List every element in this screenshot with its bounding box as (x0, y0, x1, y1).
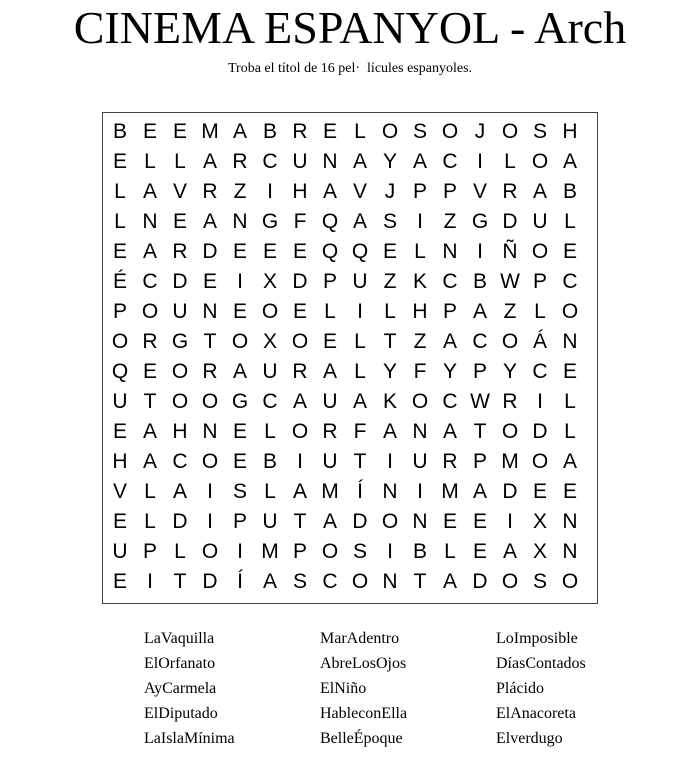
grid-letter[interactable]: O (201, 450, 219, 473)
grid-letter[interactable]: B (562, 180, 577, 203)
grid-letter[interactable]: C (472, 330, 488, 353)
grid-letter[interactable]: O (261, 300, 279, 323)
grid-letter[interactable]: R (292, 120, 308, 143)
grid-letter[interactable]: R (142, 330, 158, 353)
word-list-item: ElAnacoreta (496, 705, 576, 722)
grid-letter[interactable]: I (387, 450, 393, 473)
grid-letter[interactable]: O (141, 300, 159, 323)
grid-letter[interactable]: A (202, 150, 217, 173)
grid-letter[interactable]: N (142, 210, 158, 233)
grid-letter[interactable]: R (502, 390, 518, 413)
grid-letter[interactable]: N (562, 330, 578, 353)
grid-letter[interactable]: O (441, 120, 459, 143)
word-list-item: AbreLosOjos (320, 655, 407, 672)
grid-letter[interactable]: K (412, 270, 427, 293)
grid-letter[interactable]: B (262, 450, 277, 473)
grid-letter[interactable]: G (171, 330, 189, 353)
grid-letter[interactable]: L (114, 210, 126, 233)
grid-letter[interactable]: O (231, 330, 249, 353)
grid-letter[interactable]: A (442, 330, 457, 353)
grid-letter[interactable]: O (201, 540, 219, 563)
grid-letter[interactable]: Á (532, 330, 547, 353)
grid-letter[interactable]: L (354, 330, 366, 353)
grid-letter[interactable]: W (500, 270, 520, 293)
word-list-column (144, 626, 235, 751)
grid-row (103, 537, 599, 567)
grid-letter[interactable]: N (412, 510, 428, 533)
grid-letter[interactable]: W (470, 390, 490, 413)
word-list-column (320, 626, 407, 751)
grid-row (103, 567, 599, 597)
grid-letter[interactable]: E (232, 240, 247, 263)
grid-letter[interactable]: E (112, 150, 127, 173)
grid-letter[interactable]: Y (382, 150, 397, 173)
grid-letter[interactable]: O (561, 570, 579, 593)
grid-letter[interactable]: C (442, 150, 458, 173)
grid-letter[interactable]: N (382, 570, 398, 593)
grid-letter[interactable]: O (531, 450, 549, 473)
word-list (0, 626, 700, 756)
grid-letter[interactable]: R (442, 450, 458, 473)
grid-letter[interactable]: T (143, 390, 157, 413)
grid-letter[interactable]: L (564, 420, 576, 443)
grid-row (103, 207, 599, 237)
grid-letter[interactable]: O (501, 330, 519, 353)
grid-letter[interactable]: X (262, 330, 277, 353)
grid-letter[interactable]: M (321, 480, 339, 503)
grid-row (103, 177, 599, 207)
grid-letter[interactable]: L (444, 540, 456, 563)
grid-letter[interactable]: O (501, 120, 519, 143)
grid-letter[interactable]: T (383, 330, 397, 353)
grid-letter[interactable]: A (352, 150, 367, 173)
grid-letter[interactable]: A (442, 420, 457, 443)
grid-letter[interactable]: G (231, 390, 249, 413)
grid-letter[interactable]: J (384, 180, 396, 203)
grid-letter[interactable]: Z (383, 270, 397, 293)
grid-letter[interactable]: S (352, 540, 367, 563)
grid-row (103, 447, 599, 477)
grid-letter[interactable]: N (202, 420, 218, 443)
grid-letter[interactable]: A (352, 390, 367, 413)
grid-letter[interactable]: X (532, 540, 547, 563)
grid-letter[interactable]: Y (382, 360, 397, 383)
grid-letter[interactable]: S (412, 120, 427, 143)
grid-letter[interactable]: D (532, 420, 548, 443)
grid-letter[interactable]: S (382, 210, 397, 233)
grid-letter[interactable]: E (562, 360, 577, 383)
grid-letter[interactable]: H (112, 450, 128, 473)
word-search-grid (102, 112, 598, 604)
grid-letter[interactable]: V (112, 480, 127, 503)
grid-letter[interactable]: V (172, 180, 187, 203)
grid-letter[interactable]: A (322, 180, 337, 203)
grid-row (103, 477, 599, 507)
grid-letter[interactable]: A (202, 210, 217, 233)
grid-letter[interactable]: U (412, 450, 428, 473)
grid-letter[interactable]: L (174, 540, 186, 563)
grid-letter[interactable]: F (293, 210, 307, 233)
grid-letter[interactable]: L (354, 360, 366, 383)
grid-letter[interactable]: N (322, 150, 338, 173)
grid-letter[interactable]: P (142, 540, 157, 563)
grid-letter[interactable]: Í (357, 480, 363, 503)
grid-letter[interactable]: N (442, 240, 458, 263)
grid-letter[interactable]: N (562, 540, 578, 563)
grid-letter[interactable]: U (322, 450, 338, 473)
grid-letter[interactable]: Y (442, 360, 457, 383)
grid-letter[interactable]: I (297, 450, 303, 473)
grid-letter[interactable]: E (322, 120, 337, 143)
grid-letter[interactable]: A (352, 210, 367, 233)
grid-letter[interactable]: H (562, 120, 578, 143)
grid-letter[interactable]: B (112, 120, 127, 143)
grid-letter[interactable]: R (232, 150, 248, 173)
grid-letter[interactable]: T (293, 510, 307, 533)
grid-letter[interactable]: E (562, 480, 577, 503)
grid-letter[interactable]: L (384, 300, 396, 323)
grid-letter[interactable]: P (442, 300, 457, 323)
grid-letter[interactable]: K (382, 390, 397, 413)
grid-letter[interactable]: F (413, 360, 427, 383)
grid-letter[interactable]: A (292, 390, 307, 413)
grid-letter[interactable]: A (142, 180, 157, 203)
grid-letter[interactable]: A (322, 360, 337, 383)
grid-letter[interactable]: O (561, 300, 579, 323)
grid-letter[interactable]: N (562, 510, 578, 533)
grid-letter[interactable]: L (414, 240, 426, 263)
grid-letter[interactable]: D (502, 210, 518, 233)
grid-letter[interactable]: D (202, 240, 218, 263)
grid-letter[interactable]: R (502, 180, 518, 203)
grid-letter[interactable]: I (417, 480, 423, 503)
grid-letter[interactable]: J (474, 120, 486, 143)
grid-letter[interactable]: A (472, 300, 487, 323)
grid-letter[interactable]: E (232, 300, 247, 323)
grid-letter[interactable]: O (381, 120, 399, 143)
grid-letter[interactable]: A (472, 480, 487, 503)
grid-letter[interactable]: V (352, 180, 367, 203)
grid-letter[interactable]: E (472, 510, 487, 533)
grid-letter[interactable]: A (142, 420, 157, 443)
grid-letter[interactable]: H (412, 300, 428, 323)
grid-letter[interactable]: G (471, 210, 489, 233)
grid-letter[interactable]: O (201, 390, 219, 413)
grid-row (103, 357, 599, 387)
grid-letter[interactable]: A (322, 510, 337, 533)
grid-letter[interactable]: O (171, 360, 189, 383)
grid-letter[interactable]: E (142, 120, 157, 143)
grid-letter[interactable]: D (352, 510, 368, 533)
grid-letter[interactable]: I (507, 510, 513, 533)
grid-row (103, 117, 599, 147)
grid-letter[interactable]: I (477, 150, 483, 173)
grid-letter[interactable]: E (442, 510, 457, 533)
grid-letter[interactable]: L (144, 150, 156, 173)
instructions: Troba el títol de 16 pel· lícules espanyoles. (227, 61, 473, 76)
word-list-item: HableconElla (320, 705, 408, 722)
grid-letter[interactable]: L (564, 390, 576, 413)
grid-letter[interactable]: U (262, 510, 278, 533)
grid-letter[interactable]: S (532, 120, 547, 143)
grid-letter[interactable]: A (412, 150, 427, 173)
grid-letter[interactable]: Q (321, 210, 339, 233)
grid-letter[interactable]: P (322, 270, 337, 293)
grid-letter[interactable]: B (472, 270, 487, 293)
grid-letter[interactable]: O (321, 540, 339, 563)
grid-letter[interactable]: L (174, 150, 186, 173)
grid-letter[interactable]: E (172, 120, 187, 143)
grid-letter[interactable]: N (382, 480, 398, 503)
grid-letter[interactable]: P (232, 510, 247, 533)
grid-letter[interactable]: I (267, 180, 273, 203)
grid-letter[interactable]: O (291, 420, 309, 443)
grid-letter[interactable]: P (472, 360, 487, 383)
grid-row (103, 297, 599, 327)
grid-letter[interactable]: L (144, 510, 156, 533)
grid-letter[interactable]: É (112, 270, 127, 293)
grid-row (103, 507, 599, 537)
word-list-item: ElNiño (320, 680, 367, 697)
grid-letter[interactable]: P (112, 300, 127, 323)
grid-letter[interactable]: E (472, 540, 487, 563)
grid-letter[interactable]: P (532, 270, 547, 293)
grid-letter[interactable]: A (562, 150, 577, 173)
grid-letter[interactable]: U (322, 390, 338, 413)
grid-letter[interactable]: N (202, 300, 218, 323)
grid-letter[interactable]: I (417, 210, 423, 233)
grid-letter[interactable]: L (564, 210, 576, 233)
grid-letter[interactable]: E (112, 510, 127, 533)
grid-letter[interactable]: D (202, 570, 218, 593)
grid-letter[interactable]: Z (233, 180, 247, 203)
grid-letter[interactable]: L (264, 420, 276, 443)
grid-letter[interactable]: D (172, 270, 188, 293)
grid-letter[interactable]: H (172, 420, 188, 443)
grid-letter[interactable]: U (172, 300, 188, 323)
grid-letter[interactable]: C (442, 390, 458, 413)
grid-letter[interactable]: E (142, 360, 157, 383)
grid-letter[interactable]: D (172, 510, 188, 533)
grid-letter[interactable]: Z (503, 300, 517, 323)
grid-letter[interactable]: U (112, 540, 128, 563)
grid-letter[interactable]: I (207, 510, 213, 533)
grid-letter[interactable]: B (412, 540, 427, 563)
grid-letter[interactable]: U (112, 390, 128, 413)
grid-letter[interactable]: O (501, 420, 519, 443)
grid-letter[interactable]: C (262, 390, 278, 413)
grid-row (103, 417, 599, 447)
grid-letter[interactable]: Y (502, 360, 517, 383)
grid-row (103, 267, 599, 297)
grid-letter[interactable]: E (202, 270, 217, 293)
grid-letter[interactable]: M (441, 480, 459, 503)
grid-letter[interactable]: O (291, 330, 309, 353)
grid-letter[interactable]: S (292, 570, 307, 593)
grid-letter[interactable]: A (562, 450, 577, 473)
grid-letter[interactable]: D (472, 570, 488, 593)
grid-letter[interactable]: A (532, 180, 547, 203)
grid-letter[interactable]: F (353, 420, 367, 443)
word-list-item: BelleÉpoque (320, 730, 403, 747)
word-list-item: LaIslaMínima (144, 730, 235, 747)
grid-row (103, 147, 599, 177)
word-list-item: ElDiputado (144, 705, 218, 722)
grid-letter[interactable]: E (112, 420, 127, 443)
grid-letter[interactable]: R (172, 240, 188, 263)
grid-letter[interactable]: E (382, 240, 397, 263)
grid-letter[interactable]: O (531, 150, 549, 173)
grid-letter[interactable]: A (232, 120, 247, 143)
grid-letter[interactable]: Z (413, 330, 427, 353)
grid-letter[interactable]: E (532, 480, 547, 503)
grid-letter[interactable]: O (381, 510, 399, 533)
grid-letter[interactable]: O (111, 330, 129, 353)
word-list-item: LaVaquilla (144, 630, 215, 647)
grid-letter[interactable]: L (324, 300, 336, 323)
grid-letter[interactable]: U (262, 360, 278, 383)
grid-letter[interactable]: D (502, 480, 518, 503)
grid-letter[interactable]: Í (237, 570, 243, 593)
grid-letter[interactable]: L (264, 480, 276, 503)
word-list-item: DíasContados (496, 655, 586, 672)
grid-letter[interactable]: T (203, 330, 217, 353)
grid-letter[interactable]: P (412, 180, 427, 203)
grid-letter[interactable]: A (292, 480, 307, 503)
grid-letter[interactable]: C (322, 570, 338, 593)
grid-letter[interactable]: M (261, 540, 279, 563)
grid-letter[interactable]: U (292, 150, 308, 173)
grid-letter[interactable]: X (532, 510, 547, 533)
grid-row (103, 387, 599, 417)
grid-letter[interactable]: B (262, 120, 277, 143)
grid-letter[interactable]: H (292, 180, 308, 203)
grid-letter[interactable]: O (501, 570, 519, 593)
grid-letter[interactable]: T (173, 570, 187, 593)
grid-letter[interactable]: L (144, 480, 156, 503)
grid-letter[interactable]: T (413, 570, 427, 593)
grid-letter[interactable]: C (172, 450, 188, 473)
grid-letter[interactable]: Q (351, 240, 369, 263)
grid-letter[interactable]: C (562, 270, 578, 293)
grid-letter[interactable]: E (562, 240, 577, 263)
grid-letter[interactable]: N (232, 210, 248, 233)
grid-letter[interactable]: A (232, 360, 247, 383)
grid-letter[interactable]: X (262, 270, 277, 293)
grid-letter[interactable]: O (351, 570, 369, 593)
grid-letter[interactable]: E (112, 240, 127, 263)
word-list-item: Plácido (496, 680, 544, 697)
grid-letter[interactable]: U (532, 210, 548, 233)
grid-letter[interactable]: U (352, 270, 368, 293)
grid-letter[interactable]: Z (443, 210, 457, 233)
grid-letter[interactable]: I (237, 540, 243, 563)
grid-letter[interactable]: A (142, 240, 157, 263)
grid-letter[interactable]: O (531, 240, 549, 263)
grid-letter[interactable]: L (354, 120, 366, 143)
grid-letter[interactable]: D (292, 270, 308, 293)
grid-letter[interactable]: E (232, 420, 247, 443)
grid-letter[interactable]: A (442, 570, 457, 593)
grid-letter[interactable]: E (322, 330, 337, 353)
grid-letter[interactable]: G (261, 210, 279, 233)
grid-letter[interactable]: Q (321, 240, 339, 263)
grid-letter[interactable]: A (142, 450, 157, 473)
grid-letter[interactable]: S (232, 480, 247, 503)
grid-letter[interactable]: I (207, 480, 213, 503)
grid-letter[interactable]: R (202, 180, 218, 203)
grid-letter[interactable]: C (262, 150, 278, 173)
grid-letter[interactable]: E (292, 300, 307, 323)
grid-letter[interactable]: L (114, 180, 126, 203)
grid-letter[interactable]: Ñ (502, 240, 518, 263)
grid-row (103, 237, 599, 267)
grid-letter[interactable]: L (504, 150, 516, 173)
grid-letter[interactable]: P (442, 180, 457, 203)
grid-letter[interactable]: C (142, 270, 158, 293)
grid-letter[interactable]: A (172, 480, 187, 503)
grid-letter[interactable]: E (172, 210, 187, 233)
grid-letter[interactable]: P (472, 450, 487, 473)
grid-letter[interactable]: S (532, 570, 547, 593)
grid-letter[interactable]: I (387, 540, 393, 563)
grid-letter[interactable]: T (353, 450, 367, 473)
word-list-item: ElOrfanato (144, 655, 216, 672)
word-list-item: AyCarmela (144, 680, 217, 697)
grid-letter[interactable]: I (237, 270, 243, 293)
grid-letter[interactable]: A (502, 540, 517, 563)
grid-letter[interactable]: Q (111, 360, 129, 383)
grid-letter[interactable]: C (532, 360, 548, 383)
grid-letter[interactable]: I (357, 300, 363, 323)
grid-letter[interactable]: R (322, 420, 338, 443)
grid-letter[interactable]: C (442, 270, 458, 293)
grid-letter[interactable]: A (382, 420, 397, 443)
grid-letter[interactable]: R (202, 360, 218, 383)
word-list-item: MarAdentro (320, 630, 400, 647)
grid-letter[interactable]: E (232, 450, 247, 473)
grid-letter[interactable]: R (292, 360, 308, 383)
grid-letter[interactable]: T (473, 420, 487, 443)
word-list-item: LoImposible (496, 630, 578, 647)
grid-letter[interactable]: E (262, 240, 277, 263)
grid-letter[interactable]: L (534, 300, 546, 323)
grid-letter[interactable]: M (201, 120, 219, 143)
grid-letter[interactable]: I (537, 390, 543, 413)
grid-letter[interactable]: I (147, 570, 153, 593)
grid-letter[interactable]: I (477, 240, 483, 263)
word-list-item: Elverdugo (496, 730, 563, 747)
grid-letter[interactable]: M (501, 450, 519, 473)
grid-letter[interactable]: V (472, 180, 487, 203)
grid-letter[interactable]: E (292, 240, 307, 263)
grid-row (103, 327, 599, 357)
grid-letter[interactable]: A (262, 570, 277, 593)
grid-letter[interactable]: O (171, 390, 189, 413)
page-title: CINEMA ESPANYOL - Arch (73, 2, 627, 53)
word-list-column (496, 626, 586, 751)
grid-letter[interactable]: N (412, 420, 428, 443)
grid-letter[interactable]: E (112, 570, 127, 593)
grid-letter[interactable]: O (411, 390, 429, 413)
grid-letter[interactable]: P (292, 540, 307, 563)
